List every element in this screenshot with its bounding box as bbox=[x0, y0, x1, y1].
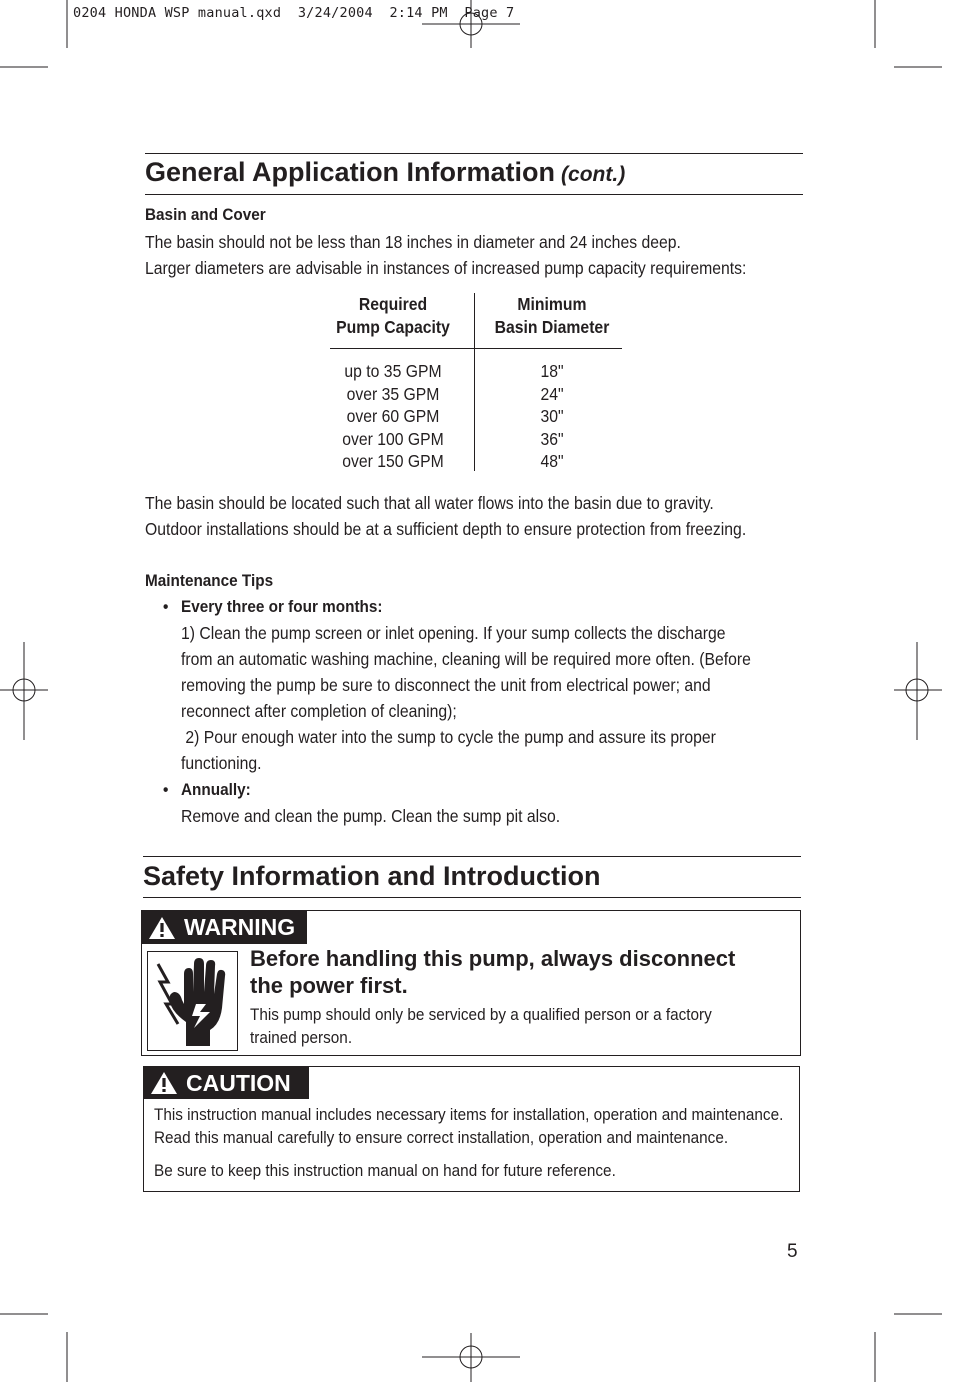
table-cell: 30" bbox=[540, 406, 564, 426]
section-rule-top bbox=[145, 153, 803, 154]
section-title-general bbox=[145, 157, 625, 188]
warning-body bbox=[250, 1004, 712, 1049]
section-title-text: General Application Information bbox=[145, 157, 556, 187]
table-header-diameter bbox=[484, 293, 621, 338]
warning-heading bbox=[250, 945, 735, 999]
text-line: Before handling this pump, always disconnect bbox=[250, 946, 736, 971]
bullet-dot: • bbox=[163, 780, 169, 799]
section-title-suffix: (cont.) bbox=[561, 163, 626, 186]
basin-paragraph bbox=[145, 229, 746, 281]
bullet-label-quarterly: Every three or four months: bbox=[181, 597, 383, 616]
text-line: The basin should be located such that all water flows into the basin due to gravity. bbox=[145, 493, 714, 513]
text-line: The basin should not be less than 18 inches in diameter and 24 inches deep. bbox=[145, 232, 681, 252]
electric-shock-hand-icon bbox=[147, 951, 238, 1051]
bullet-label-annually: Annually: bbox=[181, 780, 251, 799]
bullet-dot: • bbox=[163, 597, 169, 616]
table-col-capacity bbox=[326, 360, 461, 473]
section-rule-bottom bbox=[145, 194, 803, 195]
caution-body bbox=[154, 1104, 783, 1149]
file-slug: 0204 HONDA WSP manual.qxd 3/24/2004 2:14 PM Page 7 bbox=[73, 5, 515, 21]
table-cell: over 35 GPM bbox=[346, 383, 440, 404]
basin-heading: Basin and Cover bbox=[145, 205, 266, 224]
text-line: reconnect after completion of cleaning); bbox=[181, 701, 457, 721]
warning-triangle-icon bbox=[148, 916, 176, 940]
caution-footer-line: Be sure to keep this instruction manual on hand for future reference. bbox=[154, 1161, 616, 1180]
table-cell: over 150 GPM bbox=[342, 451, 444, 471]
section-rule-top bbox=[143, 856, 801, 857]
table-header-rule bbox=[330, 348, 622, 349]
warning-badge bbox=[142, 911, 307, 944]
header-line: Required bbox=[358, 294, 428, 314]
bullet-body-quarterly bbox=[181, 620, 751, 776]
warning-badge-label: WARNING bbox=[184, 914, 296, 940]
text-line: trained person. bbox=[250, 1027, 353, 1047]
text-line: the power first. bbox=[250, 973, 408, 998]
caution-badge-label: CAUTION bbox=[186, 1069, 291, 1096]
text-line: from an automatic washing machine, cleaning will be required more often. (Before bbox=[181, 649, 751, 669]
bullet-body-annually bbox=[181, 803, 560, 829]
text-line: 1) Clean the pump screen or inlet opening. If your sump collects the discharge bbox=[181, 623, 726, 643]
header-line: Pump Capacity bbox=[336, 316, 450, 337]
text-line: Remove and clean the pump. Clean the sump pit also. bbox=[181, 806, 561, 826]
table-cell: over 100 GPM bbox=[342, 428, 444, 449]
text-line: This instruction manual includes necessary items for installation, operation and maintenance. bbox=[154, 1105, 784, 1124]
table-cell: 24" bbox=[540, 383, 564, 404]
table-cell: up to 35 GPM bbox=[344, 361, 442, 381]
page-number: 5 bbox=[787, 1241, 798, 1262]
section-title-safety: Safety Information and Introduction bbox=[143, 861, 601, 891]
text-line: Outdoor installations should be at a sufficient depth to ensure protection from freezing. bbox=[145, 519, 747, 539]
table-header-capacity bbox=[326, 293, 461, 338]
text-line: Larger diameters are advisable in instances of increased pump capacity requirements: bbox=[145, 258, 747, 278]
maintenance-heading: Maintenance Tips bbox=[145, 571, 274, 590]
gravity-paragraph bbox=[145, 490, 746, 542]
header-line: Basin Diameter bbox=[494, 316, 610, 337]
text-line: This pump should only be serviced by a qualified person or a factory bbox=[250, 1005, 712, 1024]
section-rule-bottom bbox=[143, 897, 801, 898]
text-line: functioning. bbox=[181, 753, 262, 773]
header-line: Minimum bbox=[517, 294, 587, 314]
caution-triangle-icon bbox=[150, 1071, 178, 1095]
table-cell: 48" bbox=[540, 451, 564, 471]
table-col-diameter bbox=[484, 360, 621, 473]
table-cell: over 60 GPM bbox=[346, 406, 440, 426]
caution-badge bbox=[144, 1067, 309, 1099]
text-line: removing the pump be sure to disconnect the unit from electrical power; and bbox=[181, 675, 711, 695]
text-line: 2) Pour enough water into the sump to cycle the pump and assure its proper bbox=[181, 727, 716, 747]
table-cell: 36" bbox=[540, 428, 564, 449]
table-vertical-divider bbox=[474, 293, 475, 471]
table-cell: 18" bbox=[540, 361, 564, 381]
text-line: Read this manual carefully to ensure correct installation, operation and maintenance. bbox=[154, 1127, 729, 1147]
